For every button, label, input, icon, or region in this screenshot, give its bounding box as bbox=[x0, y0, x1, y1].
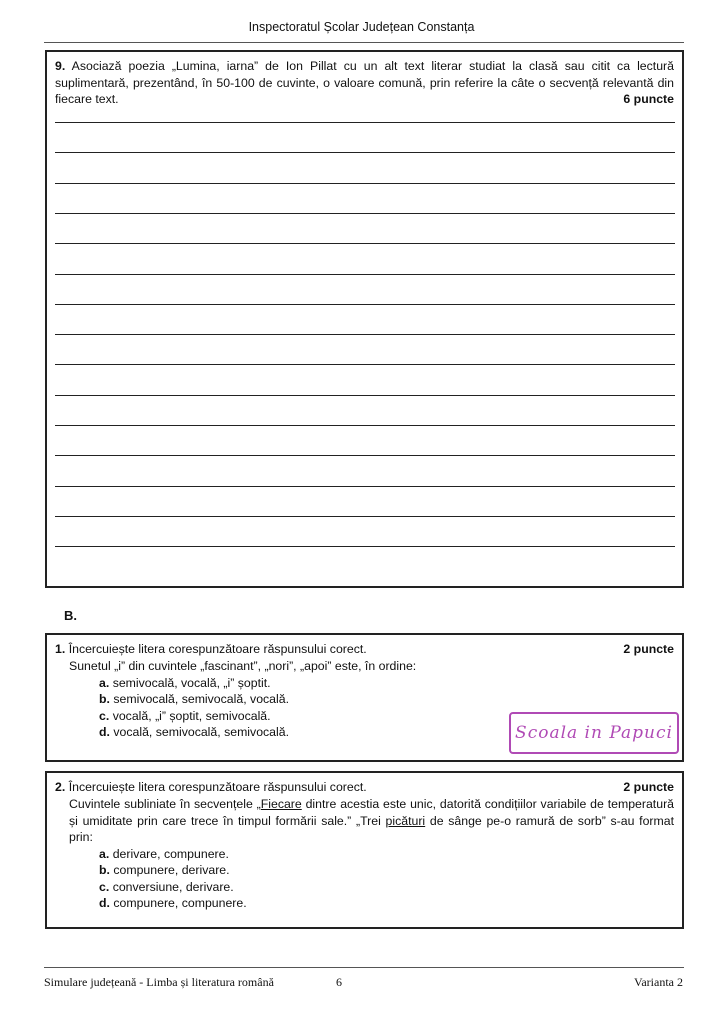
option-b2-b[interactable] bbox=[55, 862, 674, 879]
watermark-logo: Scoala in Papuci bbox=[509, 712, 679, 754]
answer-line[interactable] bbox=[55, 274, 675, 275]
answer-line[interactable] bbox=[55, 183, 675, 184]
question-b2-header bbox=[55, 779, 674, 796]
underlined-word: Fiecare bbox=[260, 797, 302, 811]
option-letter: b. bbox=[99, 863, 110, 877]
question-b2-question bbox=[55, 796, 674, 846]
answer-line[interactable] bbox=[55, 334, 675, 335]
header-divider bbox=[44, 42, 684, 43]
answer-line[interactable] bbox=[55, 546, 675, 547]
option-b1-a[interactable] bbox=[55, 675, 674, 692]
question-text-part: Cuvintele subliniate în secvențele „ bbox=[69, 797, 261, 811]
option-text: compunere, compunere. bbox=[113, 896, 247, 910]
answer-line[interactable] bbox=[55, 152, 675, 153]
option-text: conversiune, derivare. bbox=[112, 879, 234, 894]
footer-subject: Simulare județeană - Limba și literatura română bbox=[44, 975, 274, 989]
underlined-word: picături bbox=[385, 813, 426, 828]
footer-divider bbox=[44, 967, 684, 968]
option-text: vocală, „i” șoptit, semivocală. bbox=[112, 708, 271, 723]
answer-line[interactable] bbox=[55, 364, 675, 365]
question-9-prompt: Asociază poezia „Lumina, iarna” de Ion Pillat cu un alt text literar studiat la clasă sau citit ca lectură suplimentară, prezentând, în 50-100 de cuvinte, o valoare comună, prin referire la câte o secvență relevantă din fiecare text. bbox=[55, 59, 674, 106]
question-b2-number: 2. bbox=[55, 780, 66, 794]
page-header: Inspectoratul Școlar Județean Constanța bbox=[248, 20, 475, 34]
option-letter: d. bbox=[99, 725, 110, 739]
answer-line[interactable] bbox=[55, 516, 675, 517]
option-text: semivocală, vocală, „i” șoptit. bbox=[112, 675, 271, 690]
question-b2-box bbox=[45, 771, 684, 929]
question-b1-header bbox=[55, 641, 674, 658]
footer-page-number: 6 bbox=[336, 975, 342, 989]
option-letter: d. bbox=[99, 896, 110, 910]
question-9-text bbox=[55, 58, 674, 108]
question-b1-instruction: Încercuiește litera corespunzătoare răspunsului corect. bbox=[68, 642, 367, 656]
question-text-part: de sânge pe-o ramură de sorb” s-au format prin: bbox=[69, 813, 675, 844]
option-b1-b[interactable] bbox=[55, 691, 674, 708]
answer-line[interactable] bbox=[55, 304, 675, 305]
option-b2-a[interactable] bbox=[55, 846, 674, 863]
option-b2-c[interactable] bbox=[55, 879, 674, 896]
footer-variant: Varianta 2 bbox=[634, 975, 683, 989]
question-9-points: 6 puncte bbox=[623, 92, 674, 106]
question-b2-body bbox=[55, 796, 674, 912]
question-b1-points: 2 puncte bbox=[623, 642, 674, 656]
option-letter: a. bbox=[99, 675, 110, 690]
question-9-box bbox=[45, 50, 684, 588]
answer-line[interactable] bbox=[55, 395, 675, 396]
option-text: derivare, compunere. bbox=[112, 846, 229, 861]
option-b2-d[interactable] bbox=[55, 895, 674, 912]
question-b2-instruction: Încercuiește litera corespunzătoare răspunsului corect. bbox=[68, 780, 367, 794]
option-text: semivocală, semivocală, vocală. bbox=[113, 692, 290, 706]
option-letter: a. bbox=[99, 846, 110, 861]
option-letter: c. bbox=[99, 708, 110, 723]
question-b2-points: 2 puncte bbox=[623, 780, 674, 794]
answer-line[interactable] bbox=[55, 425, 675, 426]
option-text: compunere, derivare. bbox=[113, 863, 230, 877]
option-text: vocală, semivocală, semivocală. bbox=[113, 725, 290, 739]
question-9-number: 9. bbox=[55, 59, 66, 73]
answer-line[interactable] bbox=[55, 213, 675, 214]
answer-line[interactable] bbox=[55, 243, 675, 244]
answer-line[interactable] bbox=[55, 486, 675, 487]
option-letter: b. bbox=[99, 692, 110, 706]
answer-line[interactable] bbox=[55, 455, 675, 456]
answer-line[interactable] bbox=[55, 122, 675, 123]
section-b-label: B. bbox=[64, 608, 77, 623]
option-letter: c. bbox=[99, 879, 110, 894]
question-b1-question: Sunetul „i” din cuvintele „fascinant”, „nori”, „apoi” este, în ordine: bbox=[69, 659, 417, 673]
question-b1-number: 1. bbox=[55, 642, 66, 656]
question-text-part: dintre acestia este unic, datorită condițiilor variabile de temperatură și umiditate prin care trece în timpul formării sale.” „Trei bbox=[69, 797, 674, 828]
